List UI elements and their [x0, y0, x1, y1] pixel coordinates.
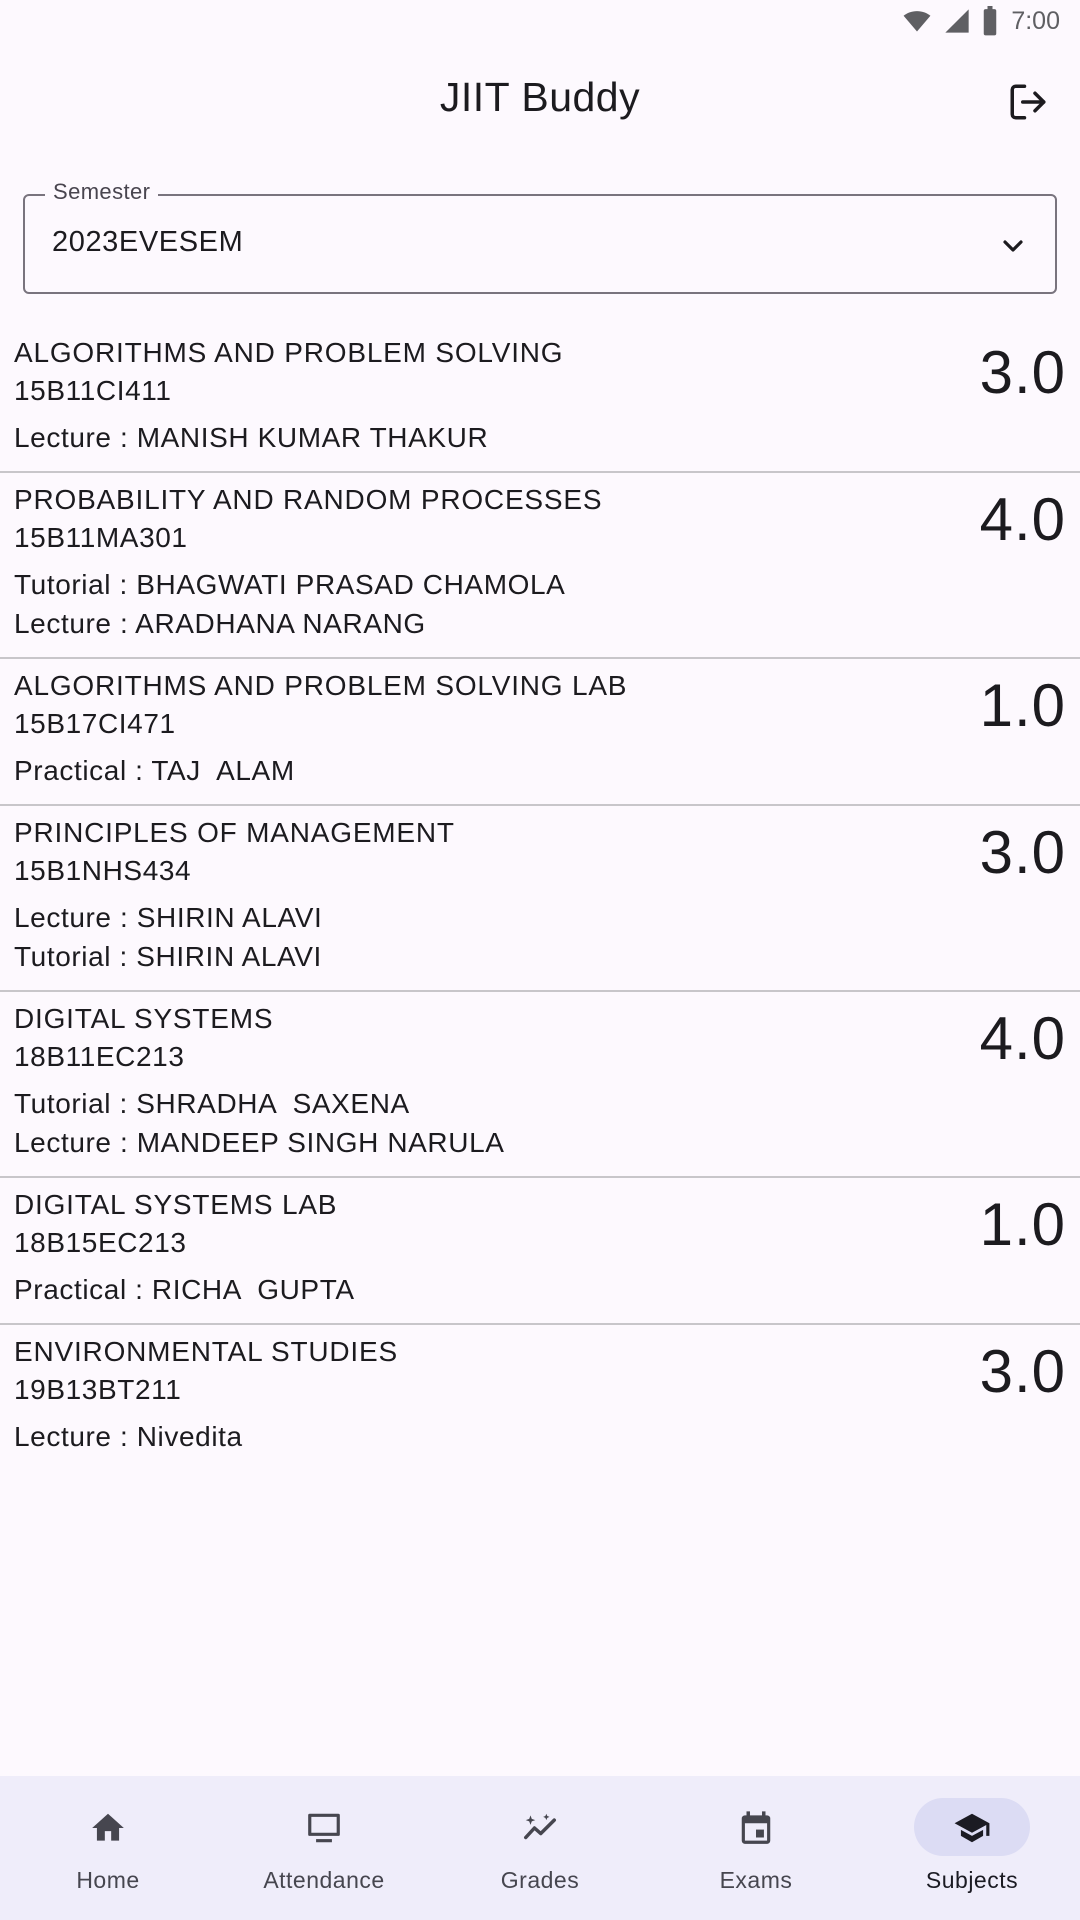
- subject-code: 18B11EC213: [14, 1041, 185, 1072]
- faculty-line: Lecture : SHIRIN ALAVI: [14, 902, 323, 933]
- faculty-line: Lecture : MANISH KUMAR THAKUR: [14, 422, 489, 453]
- monitor-icon[interactable]: [305, 1809, 343, 1847]
- chevron-down-icon[interactable]: [997, 230, 1029, 262]
- subject-row[interactable]: [0, 473, 1080, 659]
- subject-credits: 4.0: [979, 1005, 1066, 1072]
- status-bar: [0, 0, 1080, 44]
- subject-row[interactable]: [0, 326, 1080, 473]
- nav-label: Home: [76, 1867, 140, 1893]
- semester-label: Semester: [45, 179, 158, 205]
- nav-item-home[interactable]: [0, 1776, 216, 1920]
- app-title: JIIT Buddy: [439, 74, 641, 120]
- subject-name: ALGORITHMS AND PROBLEM SOLVING: [14, 337, 564, 368]
- trend-chart-icon[interactable]: [521, 1809, 559, 1847]
- subject-row[interactable]: [0, 659, 1080, 806]
- semester-dropdown[interactable]: [23, 179, 1057, 294]
- status-icons: [901, 6, 1060, 36]
- logout-button[interactable]: [1004, 78, 1052, 126]
- home-icon[interactable]: [89, 1809, 127, 1847]
- subject-row[interactable]: [0, 806, 1080, 992]
- subject-credits: 4.0: [979, 486, 1066, 553]
- subject-credits: 3.0: [979, 1338, 1066, 1405]
- faculty-line: Lecture : Nivedita: [14, 1421, 243, 1452]
- faculty-line: Practical : TAJ ALAM: [14, 755, 295, 786]
- subject-code: 19B13BT211: [14, 1374, 182, 1405]
- subject-row[interactable]: [0, 992, 1080, 1178]
- subject-list: [0, 326, 1080, 1470]
- nav-label: Subjects: [925, 1867, 1019, 1893]
- logout-icon[interactable]: [1007, 81, 1049, 123]
- subject-code: 15B11MA301: [14, 522, 188, 553]
- subject-name: ALGORITHMS AND PROBLEM SOLVING LAB: [14, 670, 628, 701]
- nav-label: Grades: [500, 1867, 580, 1893]
- subject-row[interactable]: [0, 1325, 1080, 1470]
- nav-item-grades[interactable]: [432, 1776, 648, 1920]
- bottom-navigation: [0, 1776, 1080, 1920]
- faculty-line: Tutorial : SHRADHA SAXENA: [14, 1088, 410, 1119]
- battery-icon: [981, 6, 999, 36]
- subject-credits: 3.0: [979, 819, 1066, 886]
- nav-item-attendance[interactable]: [216, 1776, 432, 1920]
- faculty-line: Tutorial : BHAGWATI PRASAD CHAMOLA: [14, 569, 566, 600]
- calendar-icon[interactable]: [737, 1809, 775, 1847]
- faculty-line: Tutorial : SHIRIN ALAVI: [14, 941, 322, 972]
- subject-name: DIGITAL SYSTEMS LAB: [14, 1189, 338, 1220]
- subject-code: 18B15EC213: [14, 1227, 187, 1258]
- subject-credits: 1.0: [979, 672, 1066, 739]
- status-time: 7:00: [1011, 6, 1060, 35]
- nav-label: Exams: [719, 1867, 793, 1893]
- semester-value[interactable]: 2023EVESEM: [52, 226, 244, 258]
- nav-item-subjects[interactable]: [864, 1776, 1080, 1920]
- subject-code: 15B11CI411: [14, 375, 172, 406]
- subject-credits: 3.0: [979, 339, 1066, 406]
- cell-signal-icon: [943, 7, 971, 35]
- subject-name: PROBABILITY AND RANDOM PROCESSES: [14, 484, 603, 515]
- faculty-line: Practical : RICHA GUPTA: [14, 1274, 355, 1305]
- nav-label: Attendance: [263, 1867, 385, 1893]
- wifi-icon: [901, 7, 933, 35]
- subject-code: 15B1NHS434: [14, 855, 192, 886]
- app-bar: [0, 44, 1080, 158]
- subject-name: PRINCIPLES OF MANAGEMENT: [14, 817, 455, 848]
- subject-code: 15B17CI471: [14, 708, 176, 739]
- nav-item-exams[interactable]: [648, 1776, 864, 1920]
- graduation-cap-icon[interactable]: [953, 1809, 991, 1847]
- faculty-line: Lecture : MANDEEP SINGH NARULA: [14, 1127, 505, 1158]
- subject-name: ENVIRONMENTAL STUDIES: [14, 1336, 398, 1367]
- subject-name: DIGITAL SYSTEMS: [14, 1003, 274, 1034]
- subject-credits: 1.0: [979, 1191, 1066, 1258]
- faculty-line: Lecture : ARADHANA NARANG: [14, 608, 426, 639]
- subject-row[interactable]: [0, 1178, 1080, 1325]
